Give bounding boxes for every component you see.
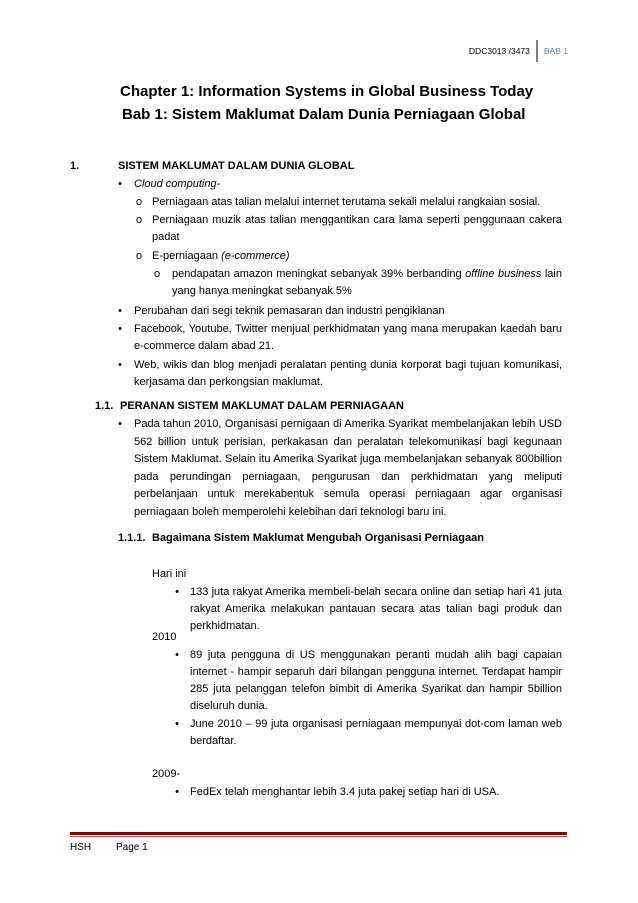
bullet-icon: •	[118, 178, 122, 190]
page-number: Page 1	[116, 842, 148, 853]
footer-author: HSH	[70, 842, 92, 853]
bullet-icon: •	[175, 786, 179, 798]
sub-bullet-icon: o	[135, 196, 143, 208]
bullet-4: Web, wikis dan blog menjadi peralatan penting dunia korporat bagi tujuan komunikasi, kerjasama dan perkongsian maklumat.	[134, 359, 562, 388]
footer-rule-thin	[70, 836, 567, 837]
bullet-3: Facebook, Youtube, Twitter menjual perkhidmatan yang mana merupakan kaedah baru e-commerce dalam abad 21.	[134, 323, 562, 352]
item-2009-1: FedEx telah menghantar lebih 3.4 juta pakej setiap hari di USA.	[190, 786, 500, 798]
label-2010: 2010	[152, 631, 177, 643]
sub-item-2: Perniagaan muzik atas talian menggantikan cara lama seperti penggunaan cakera padat	[152, 214, 562, 243]
bullet-icon: •	[175, 718, 179, 730]
title-malay: Bab 1: Sistem Maklumat Dalam Dunia Perniagaan Global	[122, 106, 526, 123]
section-1-1-paragraph: Pada tahun 2010, Organisasi pernigaan di Amerika Syarikat membelanjakan lebih USD 562 billion untuk perisian, perkakasan dan peralatan telekomunikasi bagi kegunaan Sistem Maklumat. Selain itu Amerika Syarikat juga membelanjakan sebanyak 800billion pada perundingan perniagaan, pengurusan dan perkhidmatan yang meliputi perbelanjaan untuk merekabentuk semula operasi perniagaan agar organisasi perniagaan boleh memperolehi kelebihan dari teknologi baru ini.	[134, 418, 562, 518]
sub-bullet-icon: o	[135, 214, 143, 226]
bullet-icon: •	[118, 305, 122, 317]
label-2009: 2009-	[152, 768, 181, 780]
bullet-icon: •	[118, 359, 122, 371]
section-1-1-1-heading: Bagaimana Sistem Maklumat Mengubah Organisasi Perniagaan	[152, 532, 484, 544]
sub-item-1: Perniagaan atas talian melalui internet terutama sekali melalui rangkaian sosial.	[152, 196, 541, 208]
page-header	[469, 40, 568, 62]
sub-item-3: E-perniagaan (e-commerce)	[152, 250, 290, 262]
sub-bullet-icon: o	[135, 250, 143, 262]
bullet-icon: •	[118, 418, 122, 430]
page-footer	[70, 842, 148, 853]
sub-sub-bullet-icon: o	[153, 268, 161, 280]
section-1-1-heading: PERANAN SISTEM MAKLUMAT DALAM PERNIAGAAN	[120, 400, 404, 412]
section-1-1-1-number: 1.1.1.	[118, 532, 146, 544]
course-code: DDC3013 /3473	[468, 46, 530, 56]
title-english: Chapter 1: Information Systems in Global Business Today	[120, 83, 534, 100]
bullet-icon: •	[118, 323, 122, 335]
footer-rule	[70, 832, 567, 835]
section-1-number: 1.	[70, 160, 80, 172]
sub-sub-item-1: pendapatan amazon meningkat sebanyak 39% berbanding offline business lain yang hanya meningkat sebanyak 5%	[172, 268, 562, 297]
item-2010-2: June 2010 – 99 juta organisasi perniagaan mempunyai dot-com laman web berdaftar.	[190, 718, 562, 747]
bullet-icon: •	[175, 586, 179, 598]
label-today: Hari ini	[152, 568, 187, 580]
bullet-icon: •	[175, 649, 179, 661]
today-item: 133 juta rakyat Amerika membeli-belah secara online dan setiap hari 41 juta rakyat Amerika melakukan pantauan secara atas talian bagi produk dan perkhidmatan.	[190, 586, 562, 632]
cloud-computing-label: Cloud computing-	[134, 178, 221, 190]
section-1-heading: SISTEM MAKLUMAT DALAM DUNIA GLOBAL	[118, 160, 355, 172]
section-1-1-number: 1.1.	[95, 400, 114, 412]
page-title	[120, 80, 580, 126]
bullet-2: Perubahan dari segi teknik pemasaran dan industri pengiklanan	[134, 305, 445, 317]
chapter-label: BAB 1	[543, 46, 568, 56]
item-2010-1: 89 juta pengguna di US menggunakan peranti mudah alih bagi capaian internet - hampir separuh dari bilangan pengguna internet. Terdapat hampir 285 juta pelanggan telefon bimbit di Amerika Syarikat dan hampir 5billion diseluruh dunia.	[190, 649, 562, 712]
